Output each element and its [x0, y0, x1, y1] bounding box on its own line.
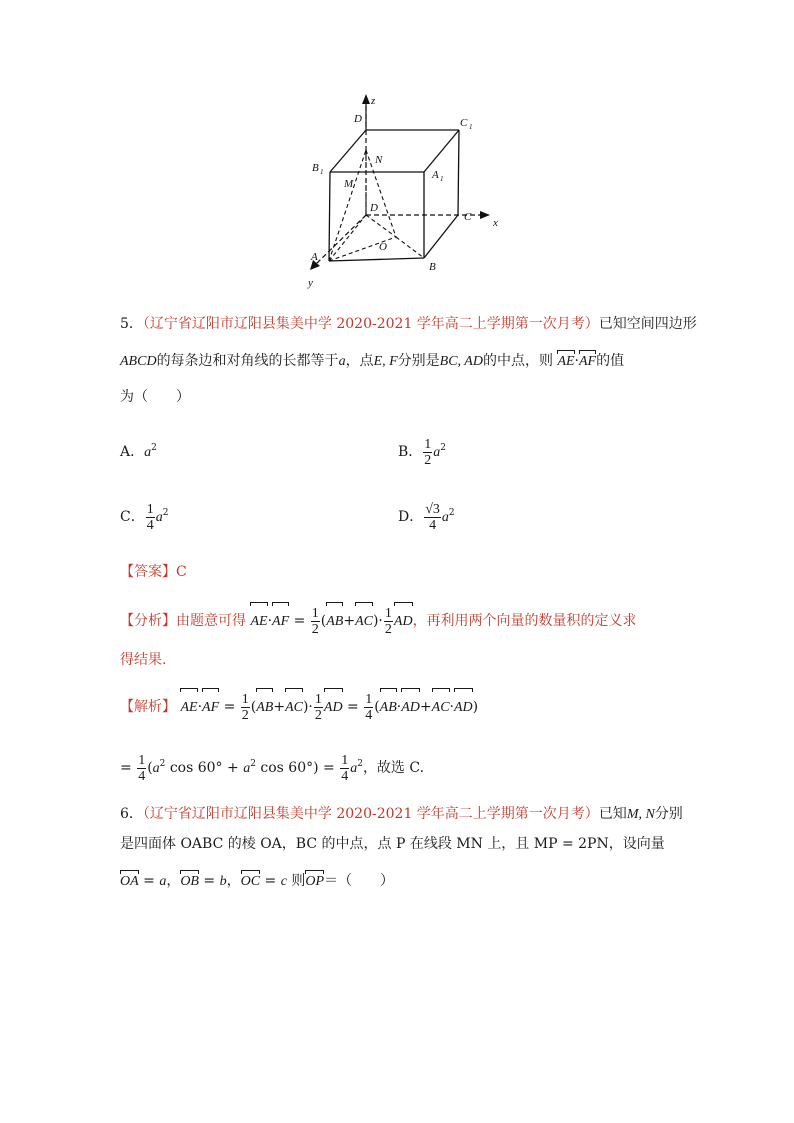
- label-A1: A: [432, 169, 439, 181]
- label-B-bottom: B: [429, 261, 436, 273]
- svg-text:1: 1: [440, 175, 444, 183]
- q5-line1: [120, 314, 697, 334]
- q6-source: （辽宁省辽阳市辽阳县集美中学 2020-2021 学年高二上学期第一次月考）: [142, 806, 599, 822]
- label-z: z: [371, 95, 376, 107]
- option-A[interactable]: A．$a^2$: [120, 443, 157, 460]
- label-C1: C: [460, 117, 468, 129]
- analysis-line2: 得结果.: [120, 652, 167, 668]
- label-O: O: [379, 241, 387, 253]
- q6-line1: 6．（辽宁省辽阳市辽阳县集美中学 2020-2021 学年高二上学期第一次月考）已知M, N分别: [120, 806, 683, 822]
- q6-number: 6．: [120, 806, 143, 822]
- answer-line: [120, 562, 187, 582]
- label-C-right: C: [464, 211, 472, 223]
- analysis-line1: 【分析】由题意可得 AE·AF = $\frac{1}{2}$ (AB+AC)· $\frac{1}{2}$ AD，再利用两个向量的数量积的定义求: [120, 603, 637, 640]
- q6-line3: OA = a，OB = b，OC = c 则OP＝（ ）: [120, 871, 394, 892]
- label-A-bottom: A: [311, 251, 318, 263]
- q5-stem: 已知空间四边形: [598, 316, 697, 332]
- option-B[interactable]: B． $\frac{1}{2}$ $a^2$: [398, 436, 447, 468]
- label-N: N: [375, 154, 383, 166]
- svg-text:1: 1: [320, 168, 324, 176]
- label-x: x: [493, 217, 498, 229]
- q5-number: 5．: [120, 316, 143, 332]
- label-B1: B: [312, 162, 319, 174]
- vector-AF: AF: [579, 352, 596, 372]
- svg-text:1: 1: [469, 123, 473, 131]
- label-y: y: [308, 277, 313, 289]
- q5-line3: 为（ ）: [120, 389, 190, 405]
- solution-line2: = $\frac{1}{4}$ ($a^2$ $\cos 60^\circ + a^2$ cos 60°) = $\frac{1}{4}$ $a^2$，故选 C.: [120, 752, 425, 784]
- label-D-mid: D: [370, 202, 378, 214]
- q5-source: （辽宁省辽阳市辽阳县集美中学 2020-2021 学年高二上学期第一次月考）: [142, 316, 599, 332]
- vector-AE: AE: [557, 352, 574, 372]
- cube-figure: [300, 92, 510, 292]
- option-C[interactable]: C． $\frac{1}{4}$ $a^2$: [120, 501, 169, 533]
- label-D-top: D: [354, 113, 362, 125]
- solution-line1: 【解析】 AE·AF = $\frac{1}{2}$ (AB+AC)· $\frac{1}{2}$ AD = $\frac{1}{4}$ (AB·AD+AC·AD): [120, 689, 478, 726]
- answer-value: C: [176, 564, 187, 580]
- q6-line2: 是四面体 OABC 的棱 OA，BC 的中点，点 P 在线段 MN 上，且 MP = 2PN，设向量: [120, 836, 665, 852]
- answer-tag: 【答案】: [120, 564, 176, 580]
- option-D[interactable]: D． $\frac{√3}{4}$ $a^2$: [398, 501, 455, 533]
- label-M: M: [344, 178, 354, 190]
- q5-line2: ABCD的每条边和对角线的长都等于a，点E, F分别是BC, AD的中点，则 AE·AF的值: [120, 351, 624, 372]
